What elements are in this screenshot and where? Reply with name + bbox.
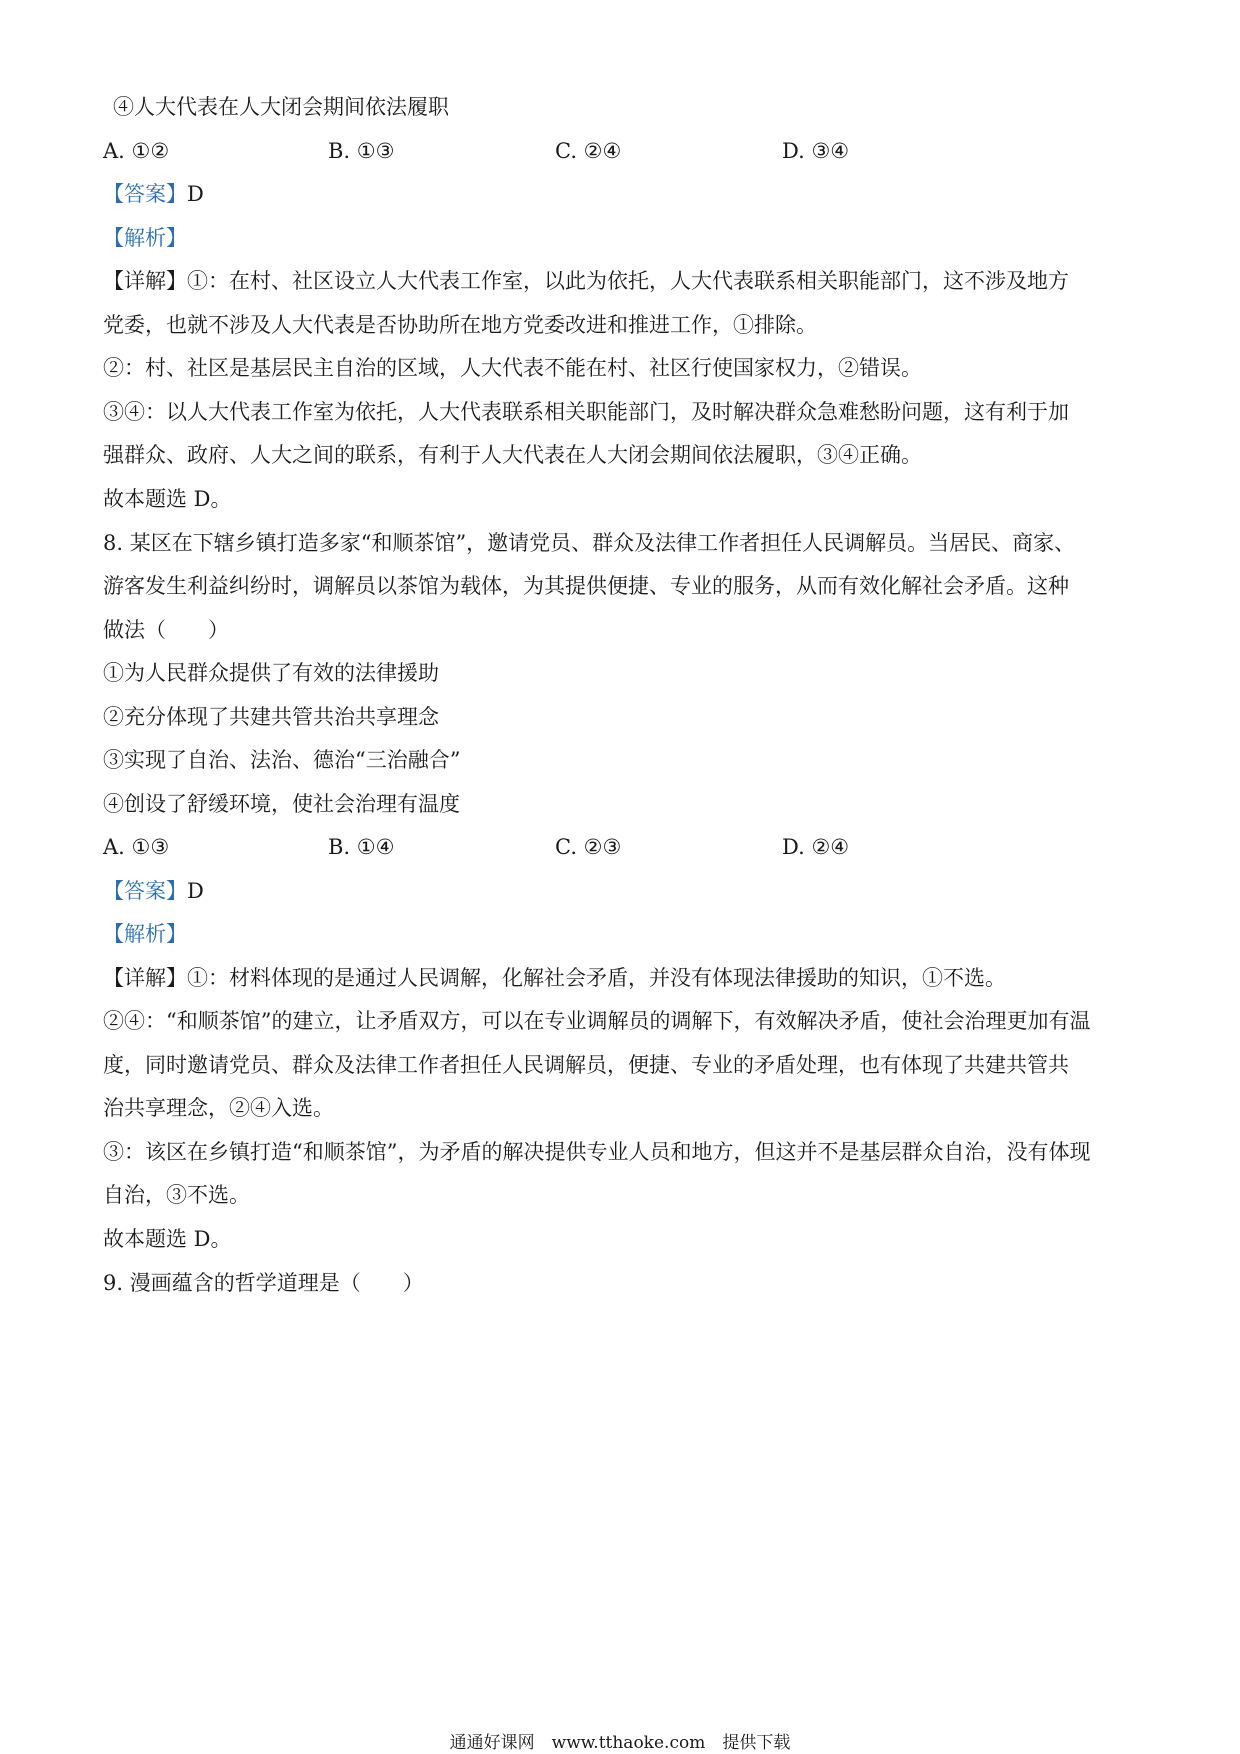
q9-stem: 9. 漫画蕴含的哲学道理是（ ） [103, 1271, 424, 1295]
q7-detail-line: ③④：以人大代表工作室为依托，人大代表联系相关职能部门，及时解决群众急难愁盼问题，这有利于加 [103, 400, 1069, 424]
q8-stem-line: 做法（ ） [103, 618, 229, 642]
q8-stem-line: 8. 某区在下辖乡镇打造多家“和顺茶馆”，邀请党员、群众及法律工作者担任人民调解员。当居民、商家、 [103, 531, 1076, 555]
q7-option-c: C. ②④ [555, 139, 622, 163]
q7-option-b: B. ①③ [328, 139, 395, 163]
q8-option-a: A. ①③ [103, 835, 170, 859]
q7-option-d: D. ③④ [782, 139, 850, 163]
q8-conclusion: 故本题选 D。 [103, 1227, 232, 1251]
q7-analysis-tag: 【解析】 [103, 226, 187, 250]
q8-option-c: C. ②③ [555, 835, 622, 859]
answer-tag: 【答案】 [103, 879, 187, 903]
q7-answer [103, 179, 1123, 209]
q7-item-4: ④人大代表在人大闭会期间依法履职 [113, 95, 449, 119]
q8-detail-line: 自治，③不选。 [103, 1183, 250, 1207]
q8-answer [103, 876, 1123, 906]
q8-option-d: D. ②④ [782, 835, 850, 859]
q8-detail-line: 治共享理念，②④入选。 [103, 1096, 334, 1120]
page-footer: 通通好课网 www.tthaoke.com 提供下载 [449, 1733, 791, 1753]
q8-detail-line: ②④：“和顺茶馆”的建立，让矛盾双方，可以在专业调解员的调解下，有效解决矛盾，使社会治理更加有温 [103, 1009, 1091, 1033]
q7-conclusion: 故本题选 D。 [103, 487, 232, 511]
answer-value: D [187, 879, 204, 903]
q7-detail-line: 党委，也就不涉及人大代表是否协助所在地方党委改进和推进工作，①排除。 [103, 313, 817, 337]
q7-option-a: A. ①② [103, 139, 170, 163]
q7-detail-line: ②：村、社区是基层民主自治的区域，人大代表不能在村、社区行使国家权力，②错误。 [103, 356, 922, 380]
answer-value: D [187, 182, 204, 206]
q8-analysis-tag: 【解析】 [103, 922, 187, 946]
q8-item-2: ②充分体现了共建共管共治共享理念 [103, 705, 439, 729]
answer-tag: 【答案】 [103, 182, 187, 206]
q8-detail-line: 度，同时邀请党员、群众及法律工作者担任人民调解员，便捷、专业的矛盾处理，也有体现了共建共管共 [103, 1053, 1069, 1077]
q8-stem-line: 游客发生利益纠纷时，调解员以茶馆为载体，为其提供便捷、专业的服务，从而有效化解社会矛盾。这种 [103, 574, 1069, 598]
q8-item-4: ④创设了舒缓环境，使社会治理有温度 [103, 792, 460, 816]
q8-detail-line: ③：该区在乡镇打造“和顺茶馆”，为矛盾的解决提供专业人员和地方，但这并不是基层群众自治，没有体现 [103, 1140, 1091, 1164]
q8-item-1: ①为人民群众提供了有效的法律援助 [103, 661, 439, 685]
q8-item-3: ③实现了自治、法治、德治“三治融合” [103, 748, 461, 772]
q7-detail-line: 【详解】①：在村、社区设立人大代表工作室，以此为依托，人大代表联系相关职能部门，这不涉及地方 [103, 269, 1069, 293]
q7-detail-line: 强群众、政府、人大之间的联系，有利于人大代表在人大闭会期间依法履职，③④正确。 [103, 443, 922, 467]
q8-detail-line: 【详解】①：材料体现的是通过人民调解，化解社会矛盾，并没有体现法律援助的知识，①不选。 [103, 966, 1006, 990]
q8-option-b: B. ①④ [328, 835, 395, 859]
